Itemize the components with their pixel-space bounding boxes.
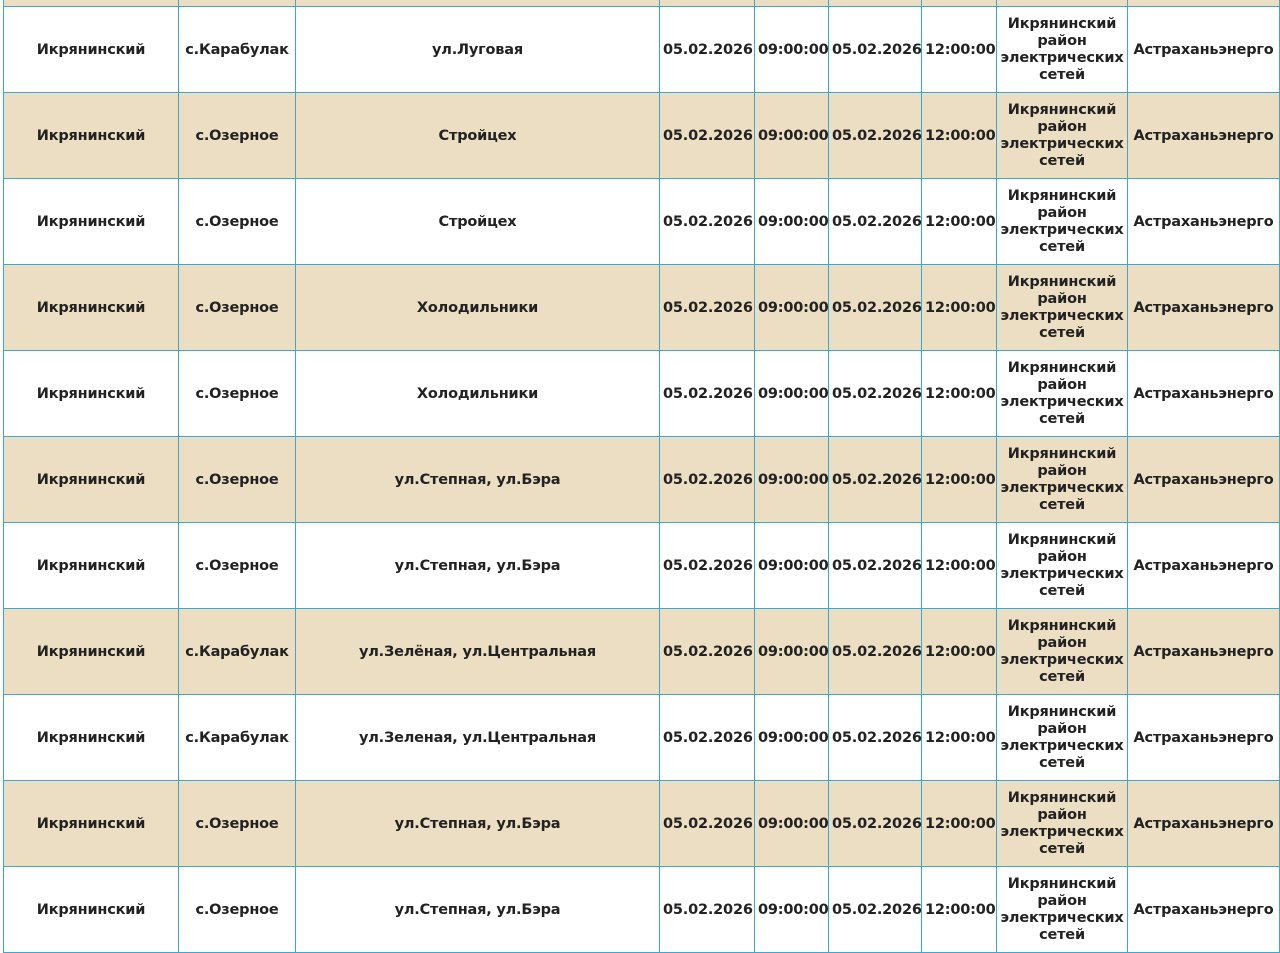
end-time-cell: 12:00:00 xyxy=(922,179,997,265)
start-date-cell: 05.02.2026 xyxy=(660,179,755,265)
company-cell: Астраханьэнерго xyxy=(1128,7,1280,93)
locality-cell: с.Озерное xyxy=(179,351,296,437)
start-date-cell: 05.02.2026 xyxy=(660,609,755,695)
company-cell: Астраханьэнерго xyxy=(1128,609,1280,695)
street-cell: ул.Степная, ул.Бэра xyxy=(296,781,660,867)
start-date-cell: 05.02.2026 xyxy=(660,867,755,953)
start-date-cell: 05.02.2026 xyxy=(660,781,755,867)
start-time-cell: 09:00:00 xyxy=(755,93,829,179)
street-cell: ул.Степная, ул.Бэра xyxy=(296,523,660,609)
company-cell: Астраханьэнерго xyxy=(1128,93,1280,179)
end-date-cell: 05.02.2026 xyxy=(829,93,922,179)
street-cell: ул.Степная, ул.Бэра xyxy=(296,867,660,953)
district-cell: Икрянинский xyxy=(4,695,179,781)
start-date-cell: 05.02.2026 xyxy=(660,7,755,93)
company-cell: Астраханьэнерго xyxy=(1128,179,1280,265)
start-date-cell: 05.02.2026 xyxy=(660,523,755,609)
start-date-cell: 05.02.2026 xyxy=(660,695,755,781)
end-date-cell: 05.02.2026 xyxy=(829,179,922,265)
end-time-cell: 12:00:00 xyxy=(922,867,997,953)
end-date-cell: 05.02.2026 xyxy=(829,7,922,93)
network-cell: Икрянинский район электрических сетей xyxy=(997,179,1128,265)
district-cell: Икрянинский xyxy=(4,867,179,953)
start-time-cell: 09:00:00 xyxy=(755,609,829,695)
locality-cell: с.Озерное xyxy=(179,437,296,523)
start-time-cell: 09:00:00 xyxy=(755,7,829,93)
end-date-cell: 05.02.2026 xyxy=(829,695,922,781)
end-time-cell: 12:00:00 xyxy=(922,265,997,351)
locality-cell: с.Озерное xyxy=(179,867,296,953)
street-cell: Стройцех xyxy=(296,93,660,179)
table-row xyxy=(4,523,1280,609)
start-time-cell: 09:00:00 xyxy=(755,781,829,867)
company-cell: Астраханьэнерго xyxy=(1128,437,1280,523)
street-cell: Холодильники xyxy=(296,265,660,351)
locality-cell: с.Озерное xyxy=(179,93,296,179)
street-cell: ул.Зелёная, ул.Центральная xyxy=(296,609,660,695)
end-time-cell: 12:00:00 xyxy=(922,7,997,93)
network-cell: Икрянинский район электрических сетей xyxy=(997,351,1128,437)
end-date-cell: 05.02.2026 xyxy=(829,265,922,351)
end-time-cell: 12:00:00 xyxy=(922,437,997,523)
district-cell: Икрянинский xyxy=(4,93,179,179)
start-time-cell: 09:00:00 xyxy=(755,867,829,953)
end-date-cell: 05.02.2026 xyxy=(829,437,922,523)
start-time-cell: 09:00:00 xyxy=(755,523,829,609)
company-cell: Астраханьэнерго xyxy=(1128,351,1280,437)
locality-cell: с.Озерное xyxy=(179,265,296,351)
locality-cell: с.Карабулак xyxy=(179,609,296,695)
network-cell: Икрянинский район электрических сетей xyxy=(997,93,1128,179)
street-cell: Стройцех xyxy=(296,179,660,265)
district-cell: Икрянинский xyxy=(4,265,179,351)
company-cell: Астраханьэнерго xyxy=(1128,695,1280,781)
network-cell: Икрянинский район электрических сетей xyxy=(997,695,1128,781)
district-cell: Икрянинский xyxy=(4,523,179,609)
network-cell: Икрянинский район электрических сетей xyxy=(997,609,1128,695)
table-row xyxy=(4,265,1280,351)
district-cell: Икрянинский xyxy=(4,7,179,93)
start-date-cell: 05.02.2026 xyxy=(660,437,755,523)
start-time-cell: 09:00:00 xyxy=(755,695,829,781)
power-outage-schedule-table xyxy=(3,0,1280,953)
district-cell: Икрянинский xyxy=(4,609,179,695)
start-date-cell: 05.02.2026 xyxy=(660,351,755,437)
start-date-cell: 05.02.2026 xyxy=(660,265,755,351)
company-cell: Астраханьэнерго xyxy=(1128,867,1280,953)
start-time-cell: 09:00:00 xyxy=(755,265,829,351)
network-cell: Икрянинский район электрических сетей xyxy=(997,781,1128,867)
end-time-cell: 12:00:00 xyxy=(922,351,997,437)
network-cell: Икрянинский район электрических сетей xyxy=(997,7,1128,93)
table-row xyxy=(4,7,1280,93)
end-time-cell: 12:00:00 xyxy=(922,93,997,179)
street-cell: ул.Степная, ул.Бэра xyxy=(296,437,660,523)
end-date-cell: 05.02.2026 xyxy=(829,867,922,953)
network-cell: Икрянинский район электрических сетей xyxy=(997,523,1128,609)
network-cell: Икрянинский район электрических сетей xyxy=(997,867,1128,953)
end-time-cell: 12:00:00 xyxy=(922,523,997,609)
start-time-cell: 09:00:00 xyxy=(755,351,829,437)
company-cell: Астраханьэнерго xyxy=(1128,265,1280,351)
locality-cell: с.Карабулак xyxy=(179,7,296,93)
network-cell: Икрянинский район электрических сетей xyxy=(997,265,1128,351)
street-cell: ул.Луговая xyxy=(296,7,660,93)
company-cell: Астраханьэнерго xyxy=(1128,523,1280,609)
locality-cell: с.Карабулак xyxy=(179,695,296,781)
district-cell: Икрянинский xyxy=(4,437,179,523)
table-row xyxy=(4,93,1280,179)
table-row xyxy=(4,179,1280,265)
table-row xyxy=(4,437,1280,523)
district-cell: Икрянинский xyxy=(4,351,179,437)
network-cell: Икрянинский район электрических сетей xyxy=(997,437,1128,523)
table-row xyxy=(4,867,1280,953)
end-date-cell: 05.02.2026 xyxy=(829,351,922,437)
start-time-cell: 09:00:00 xyxy=(755,437,829,523)
end-date-cell: 05.02.2026 xyxy=(829,609,922,695)
end-date-cell: 05.02.2026 xyxy=(829,781,922,867)
table-row xyxy=(4,351,1280,437)
end-time-cell: 12:00:00 xyxy=(922,781,997,867)
company-cell: Астраханьэнерго xyxy=(1128,781,1280,867)
district-cell: Икрянинский xyxy=(4,179,179,265)
locality-cell: с.Озерное xyxy=(179,781,296,867)
start-time-cell: 09:00:00 xyxy=(755,179,829,265)
locality-cell: с.Озерное xyxy=(179,523,296,609)
end-time-cell: 12:00:00 xyxy=(922,609,997,695)
table-row xyxy=(4,781,1280,867)
street-cell: Холодильники xyxy=(296,351,660,437)
end-time-cell: 12:00:00 xyxy=(922,695,997,781)
district-cell: Икрянинский xyxy=(4,781,179,867)
table-row xyxy=(4,609,1280,695)
start-date-cell: 05.02.2026 xyxy=(660,93,755,179)
table-body xyxy=(4,0,1280,953)
locality-cell: с.Озерное xyxy=(179,179,296,265)
street-cell: ул.Зеленая, ул.Центральная xyxy=(296,695,660,781)
table-row xyxy=(4,695,1280,781)
end-date-cell: 05.02.2026 xyxy=(829,523,922,609)
